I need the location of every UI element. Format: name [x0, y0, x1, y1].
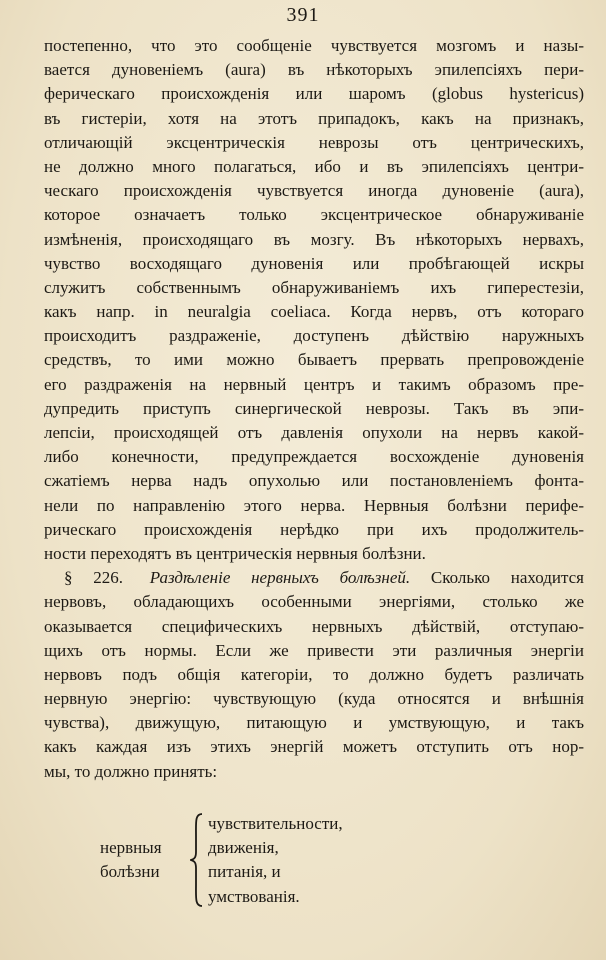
classification-label-line: нервныя: [100, 838, 162, 858]
classification-item: чувствительности,: [208, 814, 343, 833]
section-heading: Раздѣленіе нервныхъ болѣзней.: [149, 568, 411, 588]
page-number: 391: [286, 4, 320, 26]
text-line: служитъ собственнымъ обнаруживаніемъ ихъ гиперестезіи,: [44, 277, 584, 297]
text-line: средствъ, то ими можно бываетъ прервать препровожденіе: [44, 350, 584, 370]
text-line: ферическаго происхожденія или шаромъ (globus hystericus): [44, 84, 584, 104]
classification-item: питанія, и: [208, 862, 281, 882]
classification-items: [208, 812, 343, 909]
text-line: въ гистеріи, хотя на этотъ припадокъ, какъ на признакъ,: [44, 108, 584, 128]
text-line: измѣненія, происходящаго въ мозгу. Въ нѣкоторыхъ нервахъ,: [44, 229, 584, 249]
text-line: оказывается специфическихъ нервныхъ дѣйствій, отступаю-: [44, 616, 584, 636]
classification-label-line: болѣзни: [100, 862, 160, 882]
text-line: мы, то должно принять:: [44, 761, 218, 781]
text-line: чувство восходящаго дуновенія или пробѣгающей искры: [44, 253, 584, 273]
text-line: чувства), движущую, питающую и умствующую, и такъ: [44, 713, 584, 733]
text-line: нервовъ подъ общія категоріи, то должно будетъ различать: [44, 664, 584, 684]
text-line: щихъ отъ нормы. Если же привести эти различныя энергіи: [44, 640, 584, 660]
body-text: [44, 34, 584, 784]
text-line: нели по направленію этого нерва. Нервныя болѣзни перифе-: [44, 495, 584, 515]
text-line: какъ напр. in neuralgia coeliaca. Когда нервъ, отъ котораго: [44, 302, 584, 322]
curly-brace-icon: [190, 812, 204, 908]
text-line: рическаго происхожденія нерѣдко при ихъ продолжитель-: [44, 519, 584, 539]
section-heading-line: [44, 566, 584, 590]
section-first-line: Сколько находится: [430, 568, 584, 588]
classification-block: [100, 812, 343, 909]
text-line: которое означаетъ только эксцентрическое обнаруживаніе: [44, 205, 584, 225]
text-line: не должно много полагаться, ибо и въ эпилепсіяхъ центри-: [44, 156, 584, 176]
text-line: либо конечности, предупреждается восхожденіе дуновенія: [44, 447, 584, 467]
classification-item: умствованія.: [208, 886, 300, 906]
classification-label: [100, 836, 188, 884]
text-line: дупредить приступъ синергической неврозы. Такъ въ эпи-: [44, 398, 584, 418]
text-line: постепенно, что это сообщеніе чувствуется мозгомъ и назы-: [44, 36, 584, 55]
classification-item: движенія,: [208, 838, 279, 858]
text-line: ности переходятъ въ центрическія нервныя болѣзни.: [44, 543, 426, 563]
text-line: какъ каждая изъ этихъ энергій можетъ отступить отъ нор-: [44, 737, 584, 757]
section-number: § 226.: [64, 568, 123, 588]
text-line: отличающій эксцентрическія неврозы отъ центрическихъ,: [44, 132, 584, 152]
text-line: происходитъ раздраженіе, доступенъ дѣйствію наружныхъ: [44, 326, 584, 346]
text-line: ческаго происхожденія чувствуется иногда дуновеніе (aura),: [44, 181, 584, 201]
text-line: сжатіемъ нерва надъ опухолью или постановленіемъ фонта-: [44, 471, 584, 491]
text-line: вается дуновеніемъ (aura) въ нѣкоторыхъ эпилепсіяхъ пери-: [44, 60, 584, 80]
text-line: нервную энергію: чувствующую (куда относятся и внѣшнія: [44, 689, 584, 709]
text-line: его раздраженія на нервный центръ и такимъ образомъ пре-: [44, 374, 584, 394]
text-line: лепсіи, происходящей отъ давленія опухоли на нервъ какой-: [44, 423, 584, 442]
text-line: нервовъ, обладающихъ особенными энергіями, столько же: [44, 592, 584, 612]
